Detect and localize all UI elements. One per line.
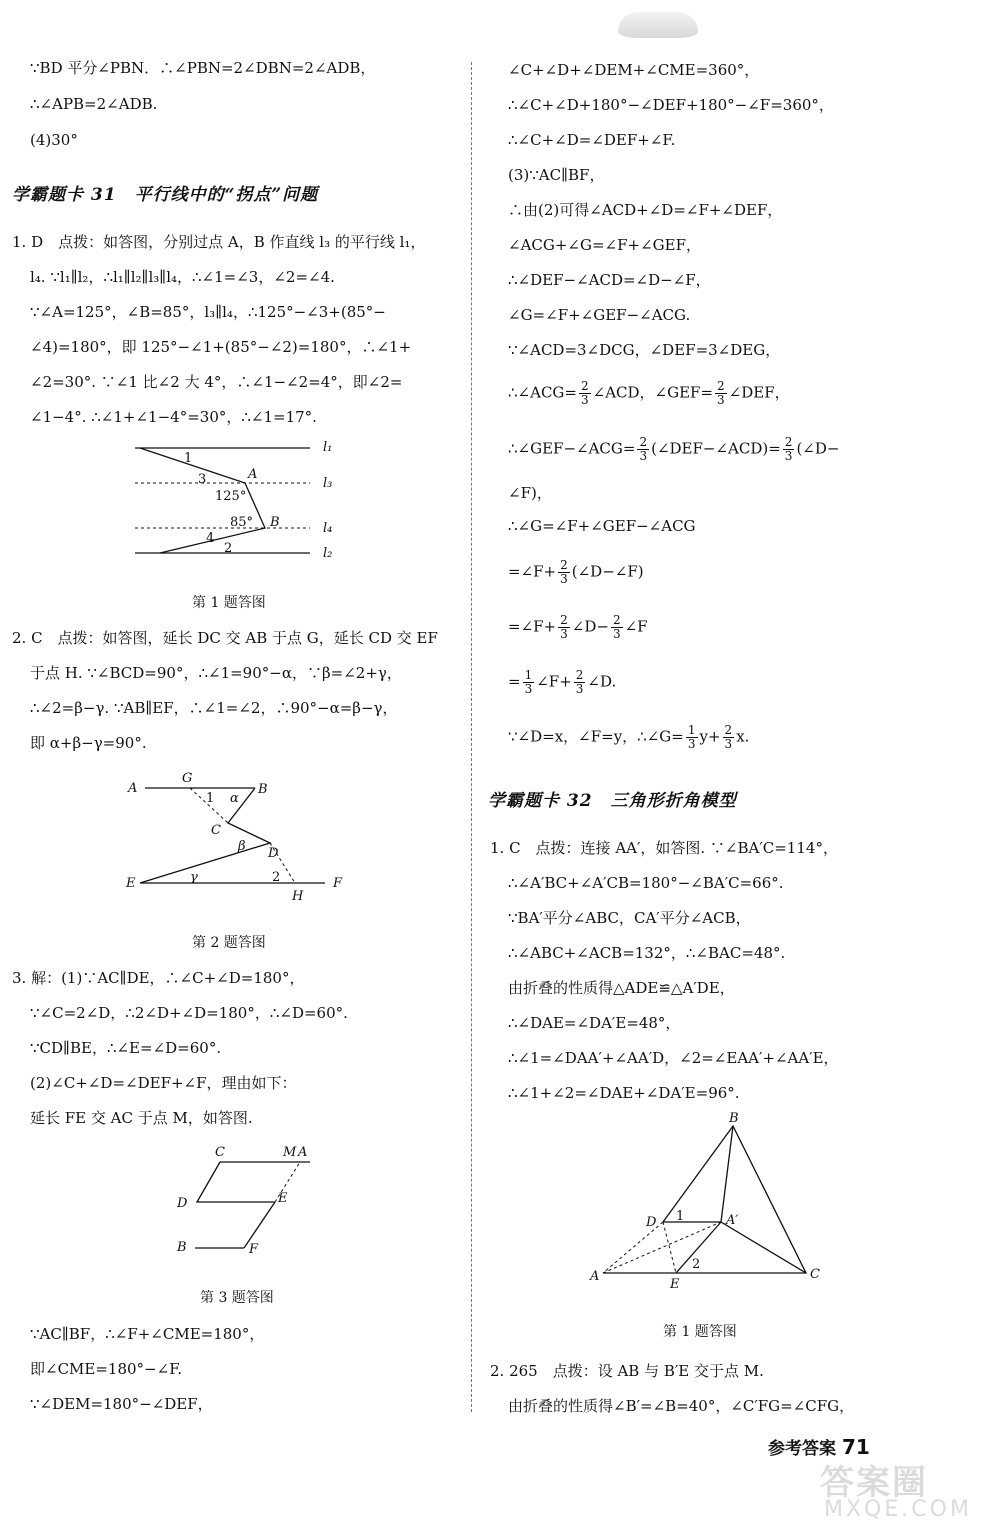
numerator: 2 bbox=[724, 723, 733, 737]
numerator: 1 bbox=[524, 668, 533, 682]
denominator: 3 bbox=[639, 449, 648, 463]
text: x. bbox=[736, 727, 750, 746]
text-line: ∴∠G=∠F+∠GEF−∠ACG bbox=[508, 517, 696, 535]
text-line: ∴∠1+∠2=∠DAE+∠DA′E=96°. bbox=[508, 1084, 740, 1102]
text-line: l₄. ∵l₁∥l₂，∴l₁∥l₂∥l₃∥l₄，∴∠1=∠3，∠2=∠4. bbox=[30, 268, 335, 286]
numerator: 2 bbox=[560, 613, 568, 627]
label-85: 85° bbox=[230, 515, 254, 530]
label-G: G bbox=[182, 771, 193, 786]
fraction bbox=[611, 614, 623, 641]
text-line: ∴∠DEF−∠ACD=∠D−∠F， bbox=[508, 271, 711, 289]
text-line: 即 α+β−γ=90°. bbox=[30, 734, 147, 752]
label-C: C bbox=[215, 1145, 225, 1160]
denominator: 3 bbox=[784, 449, 793, 463]
label-l2: l₂ bbox=[323, 546, 333, 561]
label-B: B bbox=[177, 1240, 187, 1255]
label-beta: β bbox=[238, 839, 246, 854]
label-angle-1: 1 bbox=[184, 451, 193, 466]
text-line: (2)∠C+∠D=∠DEF+∠F，理由如下： bbox=[30, 1074, 297, 1092]
label-C: C bbox=[211, 823, 221, 838]
label-A: A bbox=[128, 781, 138, 796]
text-line: 3. 解：(1)∵AC∥DE，∴∠C+∠D=180°， bbox=[12, 969, 305, 987]
math-line bbox=[508, 559, 644, 586]
text-line: ∵CD∥BE，∴∠E=∠D=60°. bbox=[30, 1039, 222, 1057]
page-number: 71 bbox=[842, 1435, 870, 1459]
text-line: ∴∠APB=2∠ADB. bbox=[30, 95, 158, 113]
label-angle-1: 1 bbox=[676, 1209, 685, 1224]
label-B: B bbox=[270, 515, 280, 530]
text-line: ∴∠DAE=∠DA′E=48°， bbox=[508, 1014, 681, 1032]
text-line: ∵∠C=2∠D，∴2∠D+∠D=180°，∴∠D=60°. bbox=[30, 1004, 348, 1022]
text-line: ∵∠A=125°，∠B=85°，l₃∥l₄，∴125°−∠3+(85°− bbox=[30, 303, 386, 321]
label-l1: l₁ bbox=[323, 440, 333, 455]
text-line: ∠F)， bbox=[508, 484, 552, 502]
figure-3 bbox=[165, 1140, 325, 1265]
text-line: 于点 H. ∵∠BCD=90°，∴∠1=90°−α，∵β=∠2+γ， bbox=[30, 664, 402, 682]
text-line: ∵∠DEM=180°−∠DEF， bbox=[30, 1395, 213, 1413]
figure-2 bbox=[120, 768, 360, 903]
text: =∠F+ bbox=[508, 562, 557, 581]
denominator: 3 bbox=[717, 393, 725, 407]
figure-2-caption: 第 2 题答图 bbox=[192, 935, 266, 951]
label-D: D bbox=[268, 846, 279, 861]
label-A: A bbox=[590, 1269, 600, 1284]
text: ∠D. bbox=[587, 672, 617, 691]
numerator: 2 bbox=[575, 668, 584, 682]
math-line bbox=[508, 380, 790, 407]
label-E: E bbox=[278, 1191, 288, 1206]
text-line: ∠4)=180°，即 125°−∠1+(85°−∠2)=180°，∴∠1+ bbox=[30, 338, 412, 356]
text-line: ∠1−4°. ∴∠1+∠1−4°=30°，∴∠1=17°. bbox=[30, 408, 317, 426]
text-line: ∴∠A′BC+∠A′CB=180°−∠BA′C=66°. bbox=[508, 874, 784, 892]
text-line: ∠G=∠F+∠GEF−∠ACG. bbox=[508, 306, 691, 324]
denominator: 3 bbox=[612, 627, 621, 641]
top-decoration bbox=[618, 12, 698, 38]
text-line: ∴∠1=∠DAA′+∠AA′D，∠2=∠EAA′+∠AA′E， bbox=[508, 1049, 839, 1067]
label-angle-2: 2 bbox=[272, 870, 281, 885]
denominator: 3 bbox=[580, 393, 589, 407]
text-line: 即∠CME=180°−∠F. bbox=[30, 1360, 183, 1378]
section-title-31: 学霸题卡 31 平行线中的“拐点”问题 bbox=[12, 185, 319, 205]
denominator: 3 bbox=[524, 682, 533, 696]
label-125: 125° bbox=[215, 489, 247, 504]
watermark-text: 答案圈 bbox=[820, 1463, 928, 1503]
text: (∠D−∠F) bbox=[571, 562, 644, 581]
numerator: 2 bbox=[612, 613, 621, 627]
label-F: F bbox=[249, 1242, 259, 1257]
watermark-logo bbox=[820, 1455, 980, 1525]
text-line: ∵BD 平分∠PBN．∴∠PBN=2∠DBN=2∠ADB， bbox=[30, 59, 376, 77]
denominator: 3 bbox=[687, 737, 696, 751]
text-line: ∴∠C+∠D+180°−∠DEF+180°−∠F=360°， bbox=[508, 96, 834, 114]
label-gamma: γ bbox=[190, 870, 198, 885]
fraction bbox=[558, 559, 570, 586]
denominator: 3 bbox=[575, 682, 584, 696]
label-l3: l₃ bbox=[323, 476, 333, 491]
text: = bbox=[508, 672, 521, 691]
text-line: ∴∠C+∠D=∠DEF+∠F. bbox=[508, 131, 676, 149]
text-line: ∠2=30°. ∵∠1 比∠2 大 4°，∴∠1−∠2=4°，即∠2= bbox=[30, 373, 403, 391]
label-H: H bbox=[292, 889, 304, 904]
column-divider bbox=[471, 62, 472, 1412]
text: (∠DEF−∠ACD)= bbox=[651, 439, 781, 458]
label-F: F bbox=[333, 876, 343, 891]
text: =∠F+ bbox=[508, 617, 557, 636]
numerator: 1 bbox=[687, 723, 696, 737]
figure-4-caption: 第 1 题答图 bbox=[663, 1324, 737, 1340]
text-line: 1. C 点拨：连接 AA′，如答图. ∵∠BA′C=114°， bbox=[490, 839, 838, 857]
math-line bbox=[508, 669, 616, 696]
text-line: ∴∠ABC+∠ACB=132°，∴∠BAC=48°. bbox=[508, 944, 786, 962]
text: y+ bbox=[699, 727, 721, 746]
fraction bbox=[558, 614, 570, 641]
fraction bbox=[715, 380, 727, 407]
figure-3-caption: 第 3 题答图 bbox=[200, 1290, 274, 1306]
numerator: 2 bbox=[639, 435, 648, 449]
figure-1 bbox=[120, 438, 360, 568]
footer-label: 参考答案 bbox=[768, 1439, 836, 1459]
math-line bbox=[508, 724, 749, 751]
label-angle-2: 2 bbox=[224, 541, 233, 556]
text-line: 1. D 点拨：如答图，分别过点 A，B 作直线 l₃ 的平行线 l₁， bbox=[12, 233, 426, 251]
text-line: ∵BA′平分∠ABC，CA′平分∠ACB， bbox=[508, 909, 751, 927]
figure-4 bbox=[588, 1112, 818, 1292]
label-C: C bbox=[810, 1267, 820, 1282]
label-alpha: α bbox=[230, 791, 239, 806]
label-A-prime: A′ bbox=[726, 1213, 739, 1228]
label-M: M bbox=[283, 1145, 297, 1160]
text-line: ∠C+∠D+∠DEM+∠CME=360°， bbox=[508, 61, 760, 79]
math-line bbox=[508, 436, 839, 463]
text: (∠D− bbox=[796, 439, 840, 458]
text: ∠D− bbox=[571, 617, 609, 636]
text-line: (4)30° bbox=[30, 131, 78, 149]
text: ∴∠ACG= bbox=[508, 383, 577, 402]
label-B: B bbox=[258, 782, 268, 797]
denominator: 3 bbox=[560, 627, 568, 641]
numerator: 2 bbox=[560, 558, 568, 572]
text-line: ∴∠2=β−γ. ∵AB∥EF，∴∠1=∠2，∴90°−α=β−γ， bbox=[30, 699, 398, 717]
fraction bbox=[686, 724, 698, 751]
fraction bbox=[574, 669, 586, 696]
text: ∴∠GEF−∠ACG= bbox=[508, 439, 636, 458]
text: ∠F bbox=[624, 617, 648, 636]
label-E: E bbox=[126, 876, 136, 891]
label-angle-1: 1 bbox=[206, 791, 215, 806]
label-A: A bbox=[298, 1145, 308, 1160]
fraction bbox=[783, 436, 795, 463]
section-title-32: 学霸题卡 32 三角形折角模型 bbox=[488, 791, 737, 811]
fraction bbox=[579, 380, 591, 407]
math-line bbox=[508, 614, 648, 641]
fraction bbox=[523, 669, 535, 696]
numerator: 2 bbox=[784, 435, 793, 449]
label-A: A bbox=[248, 467, 258, 482]
text-line: 由折叠的性质得△ADE≌△A′DE， bbox=[508, 979, 735, 997]
label-B: B bbox=[729, 1111, 739, 1126]
figure-1-caption: 第 1 题答图 bbox=[192, 595, 266, 611]
fraction bbox=[723, 724, 735, 751]
label-angle-3: 3 bbox=[198, 472, 207, 487]
label-angle-4: 4 bbox=[206, 531, 215, 546]
text: ∵∠D=x，∠F=y，∴∠G= bbox=[508, 727, 684, 746]
text-line: ∵AC∥BF，∴∠F+∠CME=180°， bbox=[30, 1325, 265, 1343]
text: ∠DEF， bbox=[728, 383, 790, 402]
denominator: 3 bbox=[724, 737, 733, 751]
text: ∠ACD，∠GEF= bbox=[592, 383, 714, 402]
text-line: 延长 FE 交 AC 于点 M，如答图. bbox=[30, 1109, 253, 1127]
text-line: ∠ACG+∠G=∠F+∠GEF， bbox=[508, 236, 702, 254]
label-l4: l₄ bbox=[323, 521, 333, 536]
label-D: D bbox=[177, 1196, 188, 1211]
text-line: ∴由(2)可得∠ACD+∠D=∠F+∠DEF， bbox=[508, 201, 783, 219]
text-line: 由折叠的性质得∠B′=∠B=40°，∠C′FG=∠CFG， bbox=[508, 1397, 855, 1415]
text-line: 2. C 点拨：如答图，延长 DC 交 AB 于点 G，延长 CD 交 EF bbox=[12, 629, 438, 647]
text-line: (3)∵AC∥BF， bbox=[508, 166, 605, 184]
text: ∠F+ bbox=[536, 672, 572, 691]
watermark-url: MXQE.COM bbox=[824, 1497, 972, 1522]
text-line: ∵∠ACD=3∠DCG，∠DEF=3∠DEG， bbox=[508, 341, 781, 359]
text-line: 2. 265 点拨：设 AB 与 B′E 交于点 M. bbox=[490, 1362, 764, 1380]
label-angle-2: 2 bbox=[692, 1257, 701, 1272]
numerator: 2 bbox=[717, 379, 725, 393]
label-D: D bbox=[646, 1215, 657, 1230]
fraction bbox=[637, 436, 649, 463]
numerator: 2 bbox=[580, 379, 589, 393]
label-E: E bbox=[670, 1277, 680, 1292]
denominator: 3 bbox=[560, 572, 568, 586]
